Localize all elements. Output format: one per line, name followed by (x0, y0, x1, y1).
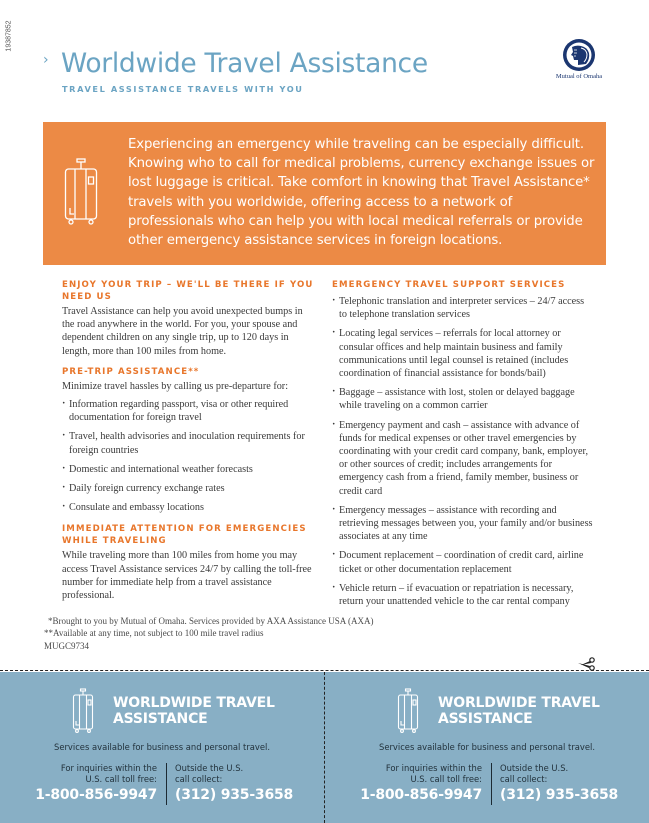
us-label-line-1: For inquiries within the (60, 763, 157, 773)
intl-label-line-2: call collect: (500, 773, 548, 784)
intl-label-line-2: call collect: (175, 773, 223, 784)
pre-trip-heading: PRE-TRIP ASSISTANCE** (62, 366, 200, 377)
card-title (438, 696, 600, 727)
list-item: · Locating legal services – referrals for local attorney or consular offices and help maintain business and family communications until legal counsel is retained (includes coordination of financial assistance for bonds/bail) (332, 327, 594, 380)
emergency-support-list (332, 295, 594, 608)
form-code: MUGC9734 (44, 641, 90, 651)
emergency-support-heading: EMERGENCY TRAVEL SUPPORT SERVICES (332, 280, 566, 290)
us-contact (360, 763, 482, 803)
document-id-text: 19387852 (5, 20, 13, 52)
international-contact (500, 763, 618, 803)
list-item: · Consulate and embassy locations (62, 501, 314, 514)
list-item: · Travel, health advisories and inoculation requirements for foreign countries (62, 430, 314, 456)
wallet-card-right (325, 672, 649, 823)
list-item: · Daily foreign currency exchange rates (62, 482, 314, 495)
indian-head-logo-icon (562, 38, 596, 72)
list-item: · Baggage – assistance with lost, stolen or delayed baggage while traveling on a common carrier (332, 386, 594, 412)
logo-text: Mutual of Omaha (555, 73, 603, 80)
immediate-attention-heading: IMMEDIATE ATTENTION FOR EMERGENCIES WHILE TRAVELING (62, 524, 307, 547)
document-id (3, 6, 15, 66)
intl-label-line-1: Outside the U.S. (175, 763, 244, 773)
chevron-right-icon: › (43, 52, 49, 68)
intl-phone-number: (312) 935-3658 (175, 787, 294, 803)
card-tagline: Services available for business and personal travel. (54, 742, 270, 752)
list-item: · Domestic and international weather forecasts (62, 463, 314, 476)
card-tagline: Services available for business and personal travel. (379, 742, 595, 752)
luggage-icon (72, 688, 94, 734)
intro-text: Experiencing an emergency while traveling can be especially difficult. Knowing who to call for medical problems, currency exchange issues or lost luggage is critical. Take comfort in knowing that Travel Assistance* travels with you worldwide, offering access to a network of professionals who can help you with local medical referrals or provide other emergency assistance services in foreign locations. (128, 137, 595, 249)
wallet-card-left (0, 672, 324, 823)
card-divider (491, 763, 492, 805)
list-item: · Document replacement – coordination of credit card, airline ticket or other documentation replacement (332, 549, 594, 575)
us-label-line-2: U.S. call toll free: (85, 773, 157, 784)
us-label-line-2: U.S. call toll free: (410, 773, 482, 784)
enjoy-trip-body: Travel Assistance can help you avoid unexpected bumps in the road anywhere in the world. For you, your spouse and dependent children on any single trip, up to 120 days in length, more than 100 miles from home. (62, 306, 303, 357)
card-title-line-1: WORLDWIDE TRAVEL (438, 695, 600, 711)
us-phone-number: 1-800-856-9947 (360, 787, 482, 803)
cut-line-horizontal (0, 670, 649, 671)
enjoy-trip-heading: ENJOY YOUR TRIP – WE'LL BE THERE IF YOU NEED US (62, 280, 314, 302)
international-contact (175, 763, 293, 803)
intl-phone-number: (312) 935-3658 (500, 787, 619, 803)
intro-banner (43, 122, 606, 265)
page-title: Worldwide Travel Assistance (61, 48, 428, 79)
card-divider (166, 763, 167, 805)
card-title-line-2: ASSISTANCE (438, 710, 533, 727)
footnotes (44, 616, 373, 653)
list-item: · Information regarding passport, visa or other required documentation for foreign travel (62, 398, 314, 424)
luggage-icon (397, 688, 419, 734)
intl-label-line-1: Outside the U.S. (500, 763, 569, 773)
card-title-line-2: ASSISTANCE (113, 710, 208, 727)
left-column (62, 279, 314, 610)
immediate-attention-body: While traveling more than 100 miles from home you may access Travel Assistance services 24/7 by calling the toll-free number for immediate help from a travel assistance professional. (62, 550, 312, 602)
footnote-2: **Available at any time, not subject to 100 mile travel radius (44, 627, 264, 638)
us-contact (35, 763, 157, 803)
pre-trip-intro: Minimize travel hassles by calling us pre-departure for: (62, 380, 289, 392)
list-item: · Emergency payment and cash – assistance with advance of funds for medical expenses or other travel emergencies by coordinating with your credit card company, bank, employer, or other sources of credit; includes arrangements for emergency cash from a friend, family member, business or credit card (332, 419, 594, 498)
us-label-line-1: For inquiries within the (385, 763, 482, 773)
card-title-line-1: WORLDWIDE TRAVEL (113, 695, 275, 711)
scissors-icon (577, 657, 597, 671)
footnote-1: *Brought to you by Mutual of Omaha. Services provided by AXA Assistance USA (AXA) (48, 616, 374, 626)
pre-trip-list (62, 398, 314, 514)
page-subtitle: TRAVEL ASSISTANCE TRAVELS WITH YOU (62, 84, 304, 94)
list-item: · Emergency messages – assistance with recording and retrieving messages between you, your family and/or business associates at any time (332, 504, 594, 544)
us-phone-number: 1-800-856-9947 (35, 787, 157, 803)
list-item: · Telephonic translation and interpreter services – 24/7 access to telephone translation services (332, 295, 594, 321)
card-title (113, 696, 275, 727)
mutual-of-omaha-logo (554, 38, 604, 90)
right-column (332, 279, 594, 614)
list-item: · Vehicle return – if evacuation or repatriation is necessary, return your unattended vehicle to the car rental company (332, 582, 594, 608)
luggage-icon (64, 158, 98, 226)
